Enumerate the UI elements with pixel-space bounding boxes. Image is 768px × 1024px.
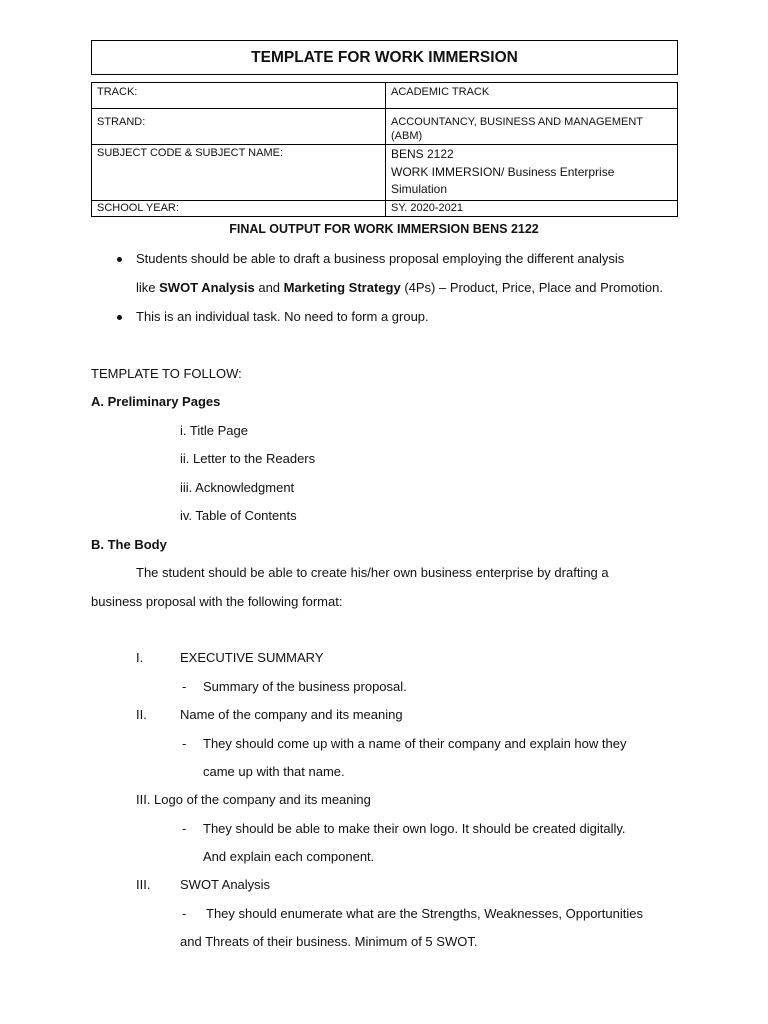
table-row: [92, 145, 678, 201]
section-b-intro-line1: The student should be able to create his/her own business enterprise by drafting a: [136, 565, 609, 580]
bullet-1-line2: [136, 280, 663, 295]
outline-title: III. Logo of the company and its meaning: [136, 792, 371, 807]
title-box: [91, 40, 678, 75]
final-output-heading: FINAL OUTPUT FOR WORK IMMERSION BENS 2122: [229, 222, 539, 236]
outline-subtext: They should be able to make their own logo. It should be created digitally.: [203, 821, 626, 836]
list-item: i. Title Page: [180, 423, 248, 438]
bullet-1-line1: Students should be able to draft a business proposal employing the different analysis: [136, 251, 625, 266]
list-item: ii. Letter to the Readers: [180, 451, 316, 466]
outline-subtext: came up with that name.: [203, 764, 345, 779]
outline-subtext: Summary of the business proposal.: [203, 679, 407, 694]
outline-title: Name of the company and its meaning: [180, 707, 403, 722]
template-to-follow: TEMPLATE TO FOLLOW:: [91, 366, 242, 381]
section-b-heading: B. The Body: [91, 537, 167, 552]
table-row: [92, 83, 678, 109]
subject-name-line1: WORK IMMERSION/ Business Enterprise: [391, 164, 615, 179]
list-item: iv. Table of Contents: [180, 508, 297, 523]
bullet-icon: [117, 315, 122, 320]
outline-subtext: They should come up with a name of their company and explain how they: [203, 736, 627, 751]
table-row: [92, 109, 678, 145]
bullet-1-text: like: [136, 280, 160, 295]
outline-title: EXECUTIVE SUMMARY: [180, 650, 324, 665]
list-item: iii. Acknowledgment: [180, 480, 295, 495]
outline-number: I.: [136, 650, 144, 665]
strand-value: ACCOUNTANCY, BUSINESS AND MANAGEMENT (ABM): [386, 109, 678, 145]
outline-subtext: And explain each component.: [203, 849, 375, 864]
outline-title: SWOT Analysis: [180, 877, 271, 892]
table-row: [92, 200, 678, 216]
dash-marker: -: [182, 736, 187, 751]
subject-name-line2: Simulation: [391, 182, 448, 196]
dash-marker: -: [182, 906, 187, 921]
school-year-label: SCHOOL YEAR:: [92, 200, 386, 216]
info-table: [91, 82, 678, 217]
section-b-intro-line2: business proposal with the following format:: [91, 594, 343, 609]
swot-analysis-term: SWOT Analysis: [159, 280, 255, 295]
document-title: TEMPLATE FOR WORK IMMERSION: [251, 48, 518, 66]
dash-marker: -: [182, 679, 187, 694]
outline-subtext: They should enumerate what are the Strengths, Weaknesses, Opportunities: [206, 906, 643, 921]
school-year-value: SY. 2020-2021: [386, 200, 678, 216]
outline-number: II.: [136, 707, 147, 722]
bullet-1-text: and: [254, 280, 284, 295]
bullet-icon: [117, 257, 122, 262]
section-a-heading: A. Preliminary Pages: [91, 394, 221, 409]
subject-code: BENS 2122: [391, 147, 454, 161]
bullet-2: This is an individual task. No need to form a group.: [136, 309, 429, 324]
marketing-strategy-term: Marketing Strategy: [283, 280, 401, 295]
subject-label: SUBJECT CODE & SUBJECT NAME:: [92, 145, 386, 201]
strand-label: STRAND:: [92, 109, 386, 145]
outline-number: III.: [136, 877, 151, 892]
track-label: TRACK:: [92, 83, 386, 109]
dash-marker: -: [182, 821, 187, 836]
bullet-1-text: (4Ps) – Product, Price, Place and Promotion.: [400, 280, 663, 295]
subject-value: [386, 145, 678, 201]
outline-subtext: and Threats of their business. Minimum of 5 SWOT.: [180, 934, 478, 949]
track-value: ACADEMIC TRACK: [386, 83, 678, 109]
